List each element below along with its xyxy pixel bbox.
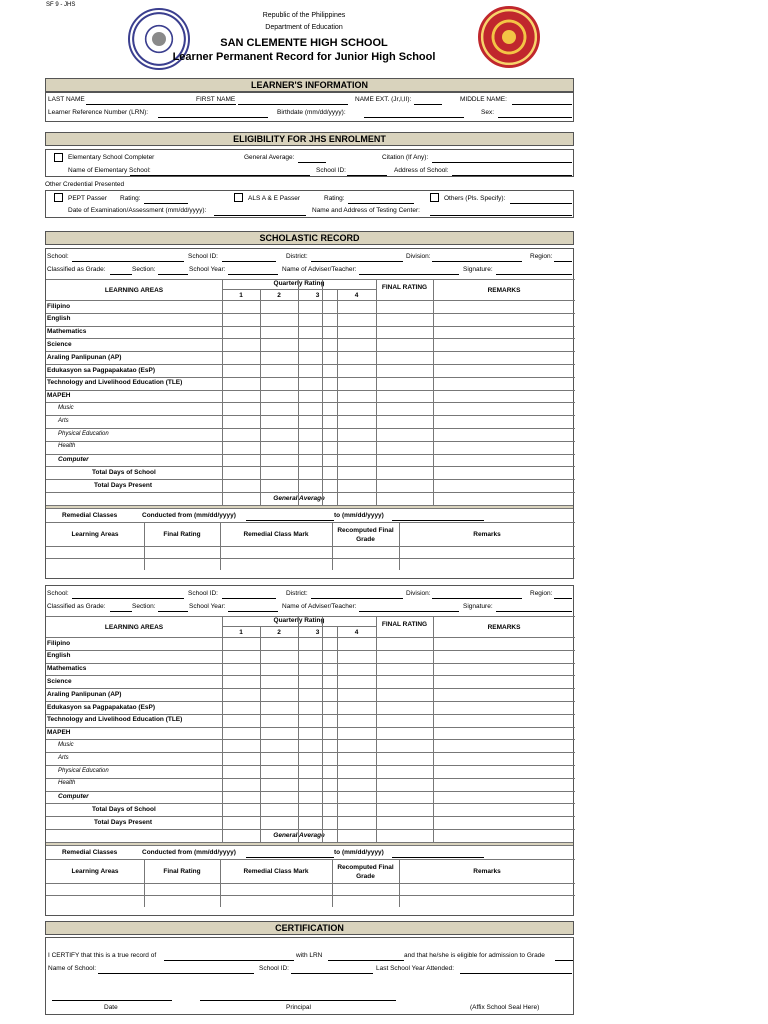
elem-school-id-field[interactable]: [347, 175, 387, 176]
subject-row-label: Filipino: [47, 302, 71, 310]
col-line-2: [322, 279, 323, 505]
subject-row-label: MAPEH: [47, 392, 71, 400]
section-field[interactable]: [158, 274, 188, 275]
subject-row-line: [46, 326, 575, 327]
division-field[interactable]: [432, 598, 522, 599]
others-field[interactable]: [510, 203, 572, 204]
middle-name-field[interactable]: [512, 104, 572, 105]
remedial-col-line-3: [399, 522, 400, 570]
quarterly-sub-line: [222, 289, 376, 290]
subject-row-label: Technology and Livelihood Education (TLE): [47, 379, 183, 387]
days-present-row-label: Total Days Present: [94, 481, 153, 489]
remedial-separator: [46, 842, 573, 846]
school-id-label: School ID:: [188, 253, 218, 260]
total-days-row-line: [46, 816, 575, 817]
affix-seal-label: (Affix School Seal Here): [470, 1004, 540, 1011]
school-year-field[interactable]: [228, 611, 278, 612]
remedial-header-top: [46, 859, 575, 860]
quarter-col-line-1: [337, 626, 338, 842]
remedial-classes-label: Remedial Classes: [62, 848, 118, 856]
other-credential-label: Other Credential Presented: [45, 181, 125, 188]
subject-row-label: Araling Panlipunan (AP): [47, 690, 122, 698]
subject-row-line: [46, 739, 575, 740]
certify-text: I CERTIFY that this is a true record of: [48, 952, 157, 959]
col-line-1: [298, 616, 299, 842]
remarks-header: REMARKS: [487, 287, 521, 294]
region-label: Region:: [530, 253, 553, 260]
subject-row-line: [46, 701, 575, 702]
region-field[interactable]: [554, 261, 572, 262]
learner-info-box: [45, 92, 574, 122]
section-field[interactable]: [158, 611, 188, 612]
school-id-label: School ID:: [188, 590, 218, 597]
pept-checkbox[interactable]: [54, 193, 63, 202]
subject-row-line: [46, 688, 575, 689]
mapeh-sub-row-label: Physical Education: [58, 767, 109, 774]
col-line-3: [376, 616, 377, 842]
record-title: Learner Permanent Record for Junior High School: [172, 51, 436, 63]
certify-name-field[interactable]: [164, 960, 294, 961]
mapeh-sub-row-label: Music: [58, 741, 74, 748]
principal-field[interactable]: [200, 1000, 396, 1001]
subject-row-line: [46, 351, 575, 352]
elem-school-name-label: Name of Elementary School:: [68, 167, 151, 174]
lrn-field[interactable]: [158, 117, 268, 118]
date-label: Date: [104, 1004, 118, 1011]
als-rating-label: Rating:: [324, 195, 345, 202]
mapeh-sub-row-line: [46, 428, 575, 429]
school-label: School:: [47, 253, 69, 260]
subject-row-line: [46, 338, 575, 339]
conducted-from-label: Conducted from (mm/dd/yyyy): [142, 511, 236, 519]
birthdate-field[interactable]: [364, 117, 464, 118]
total-days-row-label: Total Days of School: [92, 468, 156, 476]
recomputed-header: Recomputed Final Grade: [337, 526, 394, 543]
quarter-col-line-0: [260, 626, 261, 842]
mapeh-sub-row-label: Arts: [58, 417, 69, 424]
general-average-label: General Average: [273, 494, 325, 502]
mapeh-sub-row-label: Arts: [58, 754, 69, 761]
quarter-4-header: 4: [354, 292, 359, 299]
eligible-text: and that he/she is eligible for admission to Grade: [404, 952, 545, 959]
remedial-col-line-2: [332, 522, 333, 570]
classified-grade-label: Classified as Grade:: [47, 603, 106, 610]
quarter-3-header: 3: [315, 292, 320, 299]
quarter-2-header: 2: [277, 292, 281, 299]
remedial-col-line-3: [399, 859, 400, 907]
elem-school-name-field[interactable]: [130, 175, 310, 176]
district-field[interactable]: [311, 261, 403, 262]
subject-row-label: English: [47, 315, 71, 323]
certification-box: [45, 937, 574, 1015]
date-exam-field[interactable]: [214, 215, 306, 216]
mapeh-sub-row-line: [46, 415, 575, 416]
general-average-field[interactable]: [298, 162, 326, 163]
scholastic-block-2: [45, 585, 574, 916]
district-label: District:: [286, 253, 308, 260]
final-rating-header: FINAL RATING: [381, 284, 428, 291]
school-id-field[interactable]: [222, 598, 276, 599]
district-field[interactable]: [311, 598, 403, 599]
region-field[interactable]: [554, 598, 572, 599]
header-bottom-line: [46, 300, 575, 301]
certify-grade-field[interactable]: [555, 960, 573, 961]
principal-label: Principal: [286, 1004, 311, 1011]
general-average-label: General Average:: [244, 154, 295, 161]
subject-row-line: [46, 727, 575, 728]
with-lrn-text: with LRN: [296, 952, 323, 959]
elem-completer-label: Elementary School Completer: [68, 154, 155, 161]
elem-completer-checkbox[interactable]: [54, 153, 63, 162]
quarter-col-line-0: [260, 289, 261, 505]
classified-grade-label: Classified as Grade:: [47, 266, 106, 273]
scholastic-header: SCHOLASTIC RECORD: [45, 231, 574, 245]
birthdate-label: Birthdate (mm/dd/yyyy):: [277, 109, 346, 116]
eligibility-box-1: [45, 149, 574, 177]
col-line-0: [222, 279, 223, 505]
school-id-field[interactable]: [222, 261, 276, 262]
total-days-row-line: [46, 479, 575, 480]
subject-row-label: Araling Panlipunan (AP): [47, 353, 122, 361]
school-label: School:: [47, 590, 69, 597]
computer-row-line: [46, 803, 575, 804]
days-present-row-line: [46, 829, 575, 830]
als-label: ALS A & E Passer: [248, 195, 301, 202]
remedial-classes-label: Remedial Classes: [62, 511, 118, 519]
certification-header: CERTIFICATION: [45, 921, 574, 935]
to-field[interactable]: [392, 857, 484, 858]
adviser-label: Name of Adviser/Teacher:: [282, 266, 357, 273]
remedial-separator: [46, 505, 573, 509]
remedial-col-line-0: [144, 522, 145, 570]
cert-school-id-field[interactable]: [291, 973, 373, 974]
computer-row-label: Computer: [58, 456, 89, 464]
first-name-label: FIRST NAME: [196, 96, 236, 103]
pept-rating-label: Rating:: [120, 195, 141, 202]
general-average-label: General Average: [273, 831, 325, 839]
remedial-header-top: [46, 522, 575, 523]
remedial-col-line-2: [332, 859, 333, 907]
mapeh-sub-row-label: Health: [58, 780, 76, 787]
republic-text: Republic of the Philippines: [262, 12, 346, 19]
mapeh-sub-row-label: Physical Education: [58, 430, 109, 437]
cert-school-id-label: School ID:: [259, 965, 289, 972]
district-label: District:: [286, 590, 308, 597]
learner-info-header: LEARNER'S INFORMATION: [45, 78, 574, 92]
division-label: Division:: [406, 590, 431, 597]
col-line-2: [322, 616, 323, 842]
subject-row-line: [46, 364, 575, 365]
eligibility-header: ELIGIBILITY FOR JHS ENROLMENT: [45, 132, 574, 146]
conducted-from-field[interactable]: [246, 857, 334, 858]
learning-areas-header: LEARNING AREAS: [104, 287, 164, 294]
sex-field[interactable]: [498, 117, 572, 118]
section-label: Section:: [132, 603, 156, 610]
mapeh-sub-row-line: [46, 752, 575, 753]
elem-school-id-label: School ID:: [316, 167, 346, 174]
remedial-row-line: [46, 895, 575, 896]
quarterly-rating-header: Quarterly Rating: [273, 617, 325, 624]
mapeh-sub-row-line: [46, 441, 575, 442]
rem-remarks-header: Remarks: [473, 530, 501, 538]
quarter-1-header: 1: [239, 292, 243, 299]
to-label: to (mm/dd/yyyy): [334, 511, 384, 519]
als-checkbox[interactable]: [234, 193, 243, 202]
name-ext-field[interactable]: [414, 104, 442, 105]
pept-label: PEPT Passer: [68, 195, 107, 202]
learning-areas-header: LEARNING AREAS: [104, 624, 164, 631]
cert-school-name-label: Name of School:: [48, 965, 97, 972]
als-rating-field[interactable]: [348, 203, 414, 204]
subject-row-label: Mathematics: [47, 328, 87, 336]
last-sy-field[interactable]: [460, 973, 572, 974]
col-line-1: [298, 279, 299, 505]
sex-label: Sex:: [481, 109, 495, 116]
quarter-1-header: 1: [239, 629, 243, 636]
days-present-row-label: Total Days Present: [94, 818, 153, 826]
remedial-header-bottom: [46, 546, 575, 547]
pept-rating-field[interactable]: [144, 203, 188, 204]
form-code: SF 9 - JHS: [46, 2, 76, 8]
signature-label: Signature:: [463, 603, 493, 610]
recomputed-header: Recomputed Final Grade: [337, 863, 394, 880]
last-sy-label: Last School Year Attended:: [376, 965, 455, 972]
department-text: Department of Education: [265, 24, 343, 31]
subject-row-line: [46, 377, 575, 378]
col-line-4: [433, 616, 434, 842]
rem-class-mark-header: Remedial Class Mark: [243, 530, 309, 538]
school-name: SAN CLEMENTE HIGH SCHOOL: [220, 37, 388, 49]
quarter-4-header: 4: [354, 629, 359, 636]
section-label: Section:: [132, 266, 156, 273]
signature-label: Signature:: [463, 266, 493, 273]
remedial-row-line: [46, 558, 575, 559]
adviser-field[interactable]: [359, 611, 459, 612]
remedial-col-line-1: [220, 859, 221, 907]
days-present-row-line: [46, 492, 575, 493]
citation-field[interactable]: [432, 162, 572, 163]
middle-name-label: MIDDLE NAME:: [460, 96, 507, 103]
subject-row-label: Edukasyon sa Pagpapakatao (EsP): [47, 366, 156, 374]
region-label: Region:: [530, 590, 553, 597]
cert-school-name-field[interactable]: [98, 973, 254, 974]
subject-row-line: [46, 313, 575, 314]
others-label: Others (Pls. Specify):: [444, 195, 506, 202]
mapeh-sub-row-line: [46, 791, 575, 792]
others-checkbox[interactable]: [430, 193, 439, 202]
subject-row-line: [46, 390, 575, 391]
mapeh-sub-row-line: [46, 778, 575, 779]
quarter-col-line-1: [337, 289, 338, 505]
subject-row-line: [46, 650, 575, 651]
mapeh-sub-row-line: [46, 765, 575, 766]
quarterly-rating-header: Quarterly Rating: [273, 280, 325, 287]
final-rating-header: FINAL RATING: [381, 621, 428, 628]
rem-learning-areas-header: Learning Areas: [71, 530, 119, 538]
rem-final-rating-header: Final Rating: [163, 867, 201, 875]
school-year-field[interactable]: [228, 274, 278, 275]
mapeh-sub-row-label: Music: [58, 404, 74, 411]
subject-row-label: Science: [47, 340, 72, 348]
adviser-label: Name of Adviser/Teacher:: [282, 603, 357, 610]
scholastic-block-1: [45, 248, 574, 579]
testing-center-label: Name and Address of Testing Center:: [312, 207, 420, 214]
school-field[interactable]: [72, 261, 184, 262]
remarks-header: REMARKS: [487, 624, 521, 631]
rem-class-mark-header: Remedial Class Mark: [243, 867, 309, 875]
col-line-0: [222, 616, 223, 842]
quarterly-sub-line: [222, 626, 376, 627]
school-year-label: School Year:: [189, 603, 226, 610]
subject-row-line: [46, 714, 575, 715]
school-year-label: School Year:: [189, 266, 226, 273]
subject-row-label: MAPEH: [47, 729, 71, 737]
subject-row-line: [46, 675, 575, 676]
signature-field[interactable]: [496, 611, 572, 612]
certify-lrn-field[interactable]: [328, 960, 404, 961]
quarter-3-header: 3: [315, 629, 320, 636]
school-field[interactable]: [72, 598, 184, 599]
subject-row-label: English: [47, 652, 71, 660]
division-field[interactable]: [432, 261, 522, 262]
classified-grade-field[interactable]: [110, 274, 132, 275]
address-school-field[interactable]: [452, 175, 572, 176]
subject-row-label: Edukasyon sa Pagpapakatao (EsP): [47, 703, 156, 711]
subject-row-label: Filipino: [47, 639, 71, 647]
rem-final-rating-header: Final Rating: [163, 530, 201, 538]
remedial-col-line-0: [144, 859, 145, 907]
remedial-col-line-1: [220, 522, 221, 570]
rem-remarks-header: Remarks: [473, 867, 501, 875]
name-ext-label: NAME EXT. (Jr,I,II):: [355, 96, 412, 103]
subject-row-line: [46, 402, 575, 403]
total-days-row-label: Total Days of School: [92, 805, 156, 813]
classified-grade-field[interactable]: [110, 611, 132, 612]
subject-row-label: Technology and Livelihood Education (TLE): [47, 716, 183, 724]
division-label: Division:: [406, 253, 431, 260]
rem-learning-areas-header: Learning Areas: [71, 867, 119, 875]
header-bottom-line: [46, 637, 575, 638]
citation-label: Citation (If Any):: [382, 154, 429, 161]
eligibility-box-2: [45, 190, 574, 218]
computer-row-line: [46, 466, 575, 467]
date-exam-label: Date of Examination/Assessment (mm/dd/yyyy):: [68, 207, 207, 214]
date-field[interactable]: [52, 1000, 172, 1001]
lrn-label: Learner Reference Number (LRN):: [48, 109, 149, 116]
conducted-from-field[interactable]: [246, 520, 334, 521]
to-field[interactable]: [392, 520, 484, 521]
col-line-4: [433, 279, 434, 505]
mapeh-sub-row-label: Health: [58, 443, 76, 450]
first-name-field[interactable]: [238, 104, 348, 105]
to-label: to (mm/dd/yyyy): [334, 848, 384, 856]
testing-center-field[interactable]: [430, 215, 572, 216]
last-name-label: LAST NAME: [48, 96, 85, 103]
quarter-2-header: 2: [277, 629, 281, 636]
subject-row-label: Science: [47, 677, 72, 685]
computer-row-label: Computer: [58, 793, 89, 801]
subject-row-label: Mathematics: [47, 665, 87, 673]
last-name-field[interactable]: [86, 104, 236, 105]
conducted-from-label: Conducted from (mm/dd/yyyy): [142, 848, 236, 856]
address-school-label: Address of School:: [394, 167, 449, 174]
subject-row-line: [46, 663, 575, 664]
remedial-header-bottom: [46, 883, 575, 884]
mapeh-sub-row-line: [46, 454, 575, 455]
adviser-field[interactable]: [359, 274, 459, 275]
col-line-3: [376, 279, 377, 505]
signature-field[interactable]: [496, 274, 572, 275]
